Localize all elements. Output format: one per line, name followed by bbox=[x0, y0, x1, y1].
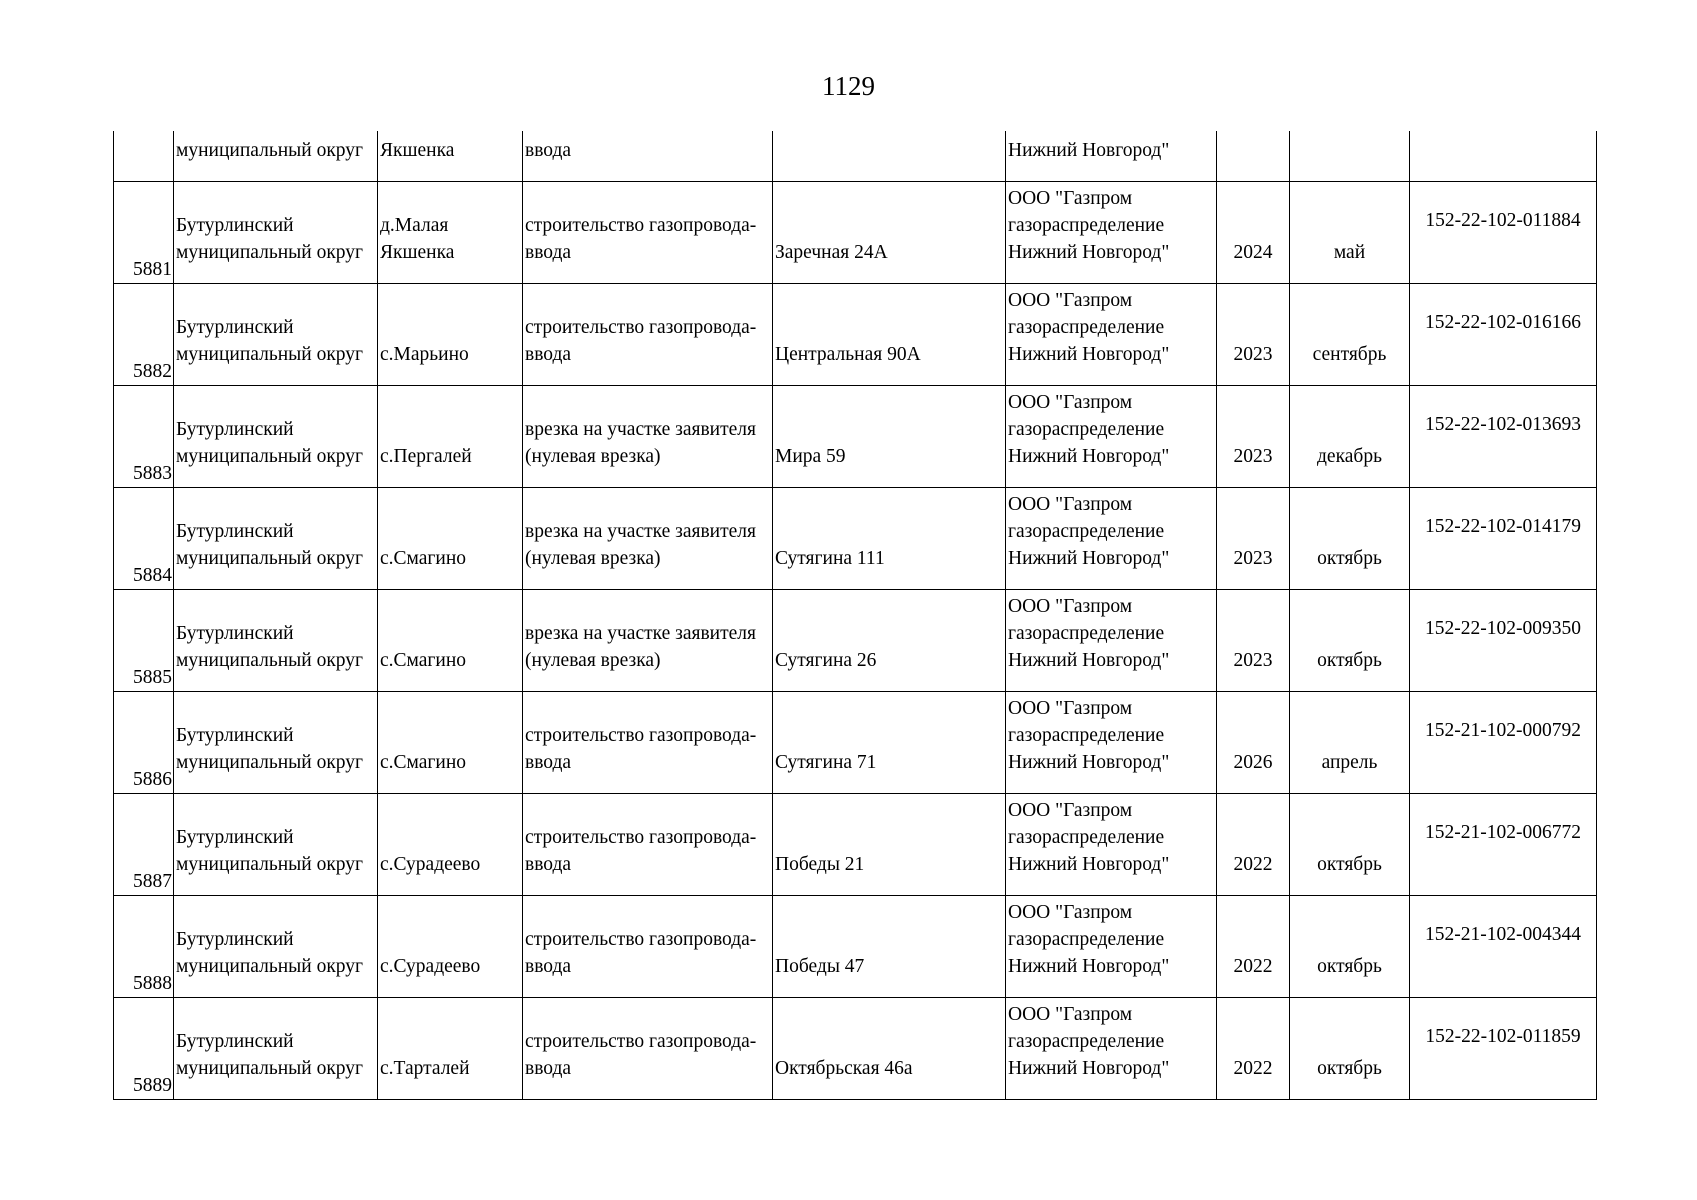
year-text: 2022 bbox=[1233, 1057, 1273, 1079]
contractor-line: Нижний Новгород" bbox=[1008, 955, 1170, 977]
address-text: Центральная 90А bbox=[775, 343, 921, 365]
gasification-table bbox=[113, 131, 1597, 1100]
contractor-line: ООО "Газпром bbox=[1008, 391, 1133, 413]
work-line: строительство газопровода- bbox=[525, 1030, 757, 1052]
cell-settlement bbox=[378, 895, 523, 997]
cell-settlement bbox=[378, 181, 523, 283]
settlement-line bbox=[380, 620, 522, 647]
cell-district: муниципальный округ bbox=[174, 131, 378, 181]
contractor-line: газораспределение bbox=[1008, 1030, 1165, 1052]
contractor-line: газораспределение bbox=[1008, 316, 1165, 338]
contractor-line: ООО "Газпром bbox=[1008, 901, 1133, 923]
contractor-line: Нижний Новгород" bbox=[1008, 1057, 1170, 1079]
cell-contractor bbox=[1006, 895, 1217, 997]
contractor-line: Нижний Новгород" bbox=[1008, 853, 1170, 875]
work-line: строительство газопровода- bbox=[525, 928, 757, 950]
cell-code bbox=[1410, 691, 1597, 793]
code-text: 152-21-102-006772 bbox=[1425, 821, 1581, 843]
cell-address bbox=[773, 997, 1006, 1099]
cell-number bbox=[114, 997, 174, 1099]
cell-settlement bbox=[378, 793, 523, 895]
address-text: Победы 21 bbox=[775, 853, 865, 875]
cell-year bbox=[1217, 691, 1290, 793]
district-line: Бутурлинский bbox=[176, 826, 294, 848]
cell-month bbox=[1290, 181, 1410, 283]
district-line: Бутурлинский bbox=[176, 316, 294, 338]
cell-district bbox=[174, 283, 378, 385]
code-text: 152-21-102-000792 bbox=[1425, 719, 1581, 741]
num-text: 5881 bbox=[133, 258, 172, 280]
cell-work-type: ввода bbox=[523, 131, 773, 181]
cell-code bbox=[1410, 385, 1597, 487]
settlement-line: с.Тарталей bbox=[380, 1057, 470, 1079]
work-line: ввода bbox=[525, 955, 572, 977]
cell-month bbox=[1290, 131, 1410, 181]
contractor-line: газораспределение bbox=[1008, 928, 1165, 950]
contractor-line: ООО "Газпром bbox=[1008, 595, 1133, 617]
cell-number bbox=[114, 793, 174, 895]
work-line: ввода bbox=[525, 1057, 572, 1079]
table-row bbox=[114, 589, 1597, 691]
cell-address bbox=[773, 589, 1006, 691]
contractor-line: Нижний Новгород" bbox=[1008, 751, 1170, 773]
cell-year bbox=[1217, 487, 1290, 589]
cell-number bbox=[114, 589, 174, 691]
cell-year bbox=[1217, 895, 1290, 997]
work-line: строительство газопровода- bbox=[525, 724, 757, 746]
work-line: ввода bbox=[525, 343, 572, 365]
work-line: ввода bbox=[525, 241, 572, 263]
cell-district bbox=[174, 487, 378, 589]
contractor-line: газораспределение bbox=[1008, 418, 1165, 440]
cell-work-type bbox=[523, 895, 773, 997]
address-text: Сутягина 26 bbox=[775, 649, 877, 671]
address-text: Октябрьская 46а bbox=[775, 1057, 913, 1079]
num-text: 5888 bbox=[133, 972, 172, 994]
district-line: муниципальный округ bbox=[176, 955, 364, 977]
settlement-line: с.Сурадеево bbox=[380, 955, 481, 977]
address-text: Сутягина 111 bbox=[775, 547, 885, 569]
cell-work-type bbox=[523, 385, 773, 487]
table-row bbox=[114, 487, 1597, 589]
cell-address bbox=[773, 131, 1006, 181]
month-text: октябрь bbox=[1317, 853, 1382, 875]
month-text: май bbox=[1333, 241, 1366, 263]
month-text: апрель bbox=[1321, 751, 1378, 773]
cell-address bbox=[773, 895, 1006, 997]
contractor-line: газораспределение bbox=[1008, 214, 1165, 236]
cell-number bbox=[114, 181, 174, 283]
num-text: 5887 bbox=[133, 870, 172, 892]
work-line: строительство газопровода- bbox=[525, 826, 757, 848]
code-text: 152-21-102-004344 bbox=[1425, 923, 1581, 945]
cell-address bbox=[773, 385, 1006, 487]
settlement-line: д.Малая bbox=[380, 214, 449, 236]
district-line: муниципальный округ bbox=[176, 343, 364, 365]
district-line: Бутурлинский bbox=[176, 418, 294, 440]
cell-work-type bbox=[523, 487, 773, 589]
month-text: декабрь bbox=[1317, 445, 1382, 467]
settlement-line: с.Сурадеево bbox=[380, 853, 481, 875]
address-text: Сутягина 71 bbox=[775, 751, 877, 773]
cell-settlement bbox=[378, 487, 523, 589]
cell-year bbox=[1217, 181, 1290, 283]
cell-code bbox=[1410, 793, 1597, 895]
settlement-line: с.Смагино bbox=[380, 547, 467, 569]
settlement-line: с.Пергалей bbox=[380, 445, 472, 467]
num-text: 5883 bbox=[133, 462, 172, 484]
district-line: Бутурлинский bbox=[176, 520, 294, 542]
cell-month bbox=[1290, 385, 1410, 487]
cell-year bbox=[1217, 385, 1290, 487]
cell-settlement bbox=[378, 691, 523, 793]
settlement-line bbox=[380, 518, 522, 545]
cell-district bbox=[174, 997, 378, 1099]
settlement-line bbox=[380, 416, 522, 443]
contractor-line: Нижний Новгород" bbox=[1008, 343, 1170, 365]
cell-address bbox=[773, 793, 1006, 895]
month-text: октябрь bbox=[1317, 547, 1382, 569]
cell-code bbox=[1410, 181, 1597, 283]
table-row bbox=[114, 895, 1597, 997]
cell-code bbox=[1410, 997, 1597, 1099]
table-row bbox=[114, 181, 1597, 283]
contractor-line: газораспределение bbox=[1008, 826, 1165, 848]
cell-code bbox=[1410, 283, 1597, 385]
year-text: 2023 bbox=[1233, 343, 1273, 365]
contractor-line: ООО "Газпром bbox=[1008, 799, 1133, 821]
cell-contractor bbox=[1006, 487, 1217, 589]
cell-number bbox=[114, 691, 174, 793]
cell-number bbox=[114, 487, 174, 589]
cell-settlement bbox=[378, 589, 523, 691]
contractor-line: газораспределение bbox=[1008, 724, 1165, 746]
month-text: сентябрь bbox=[1312, 343, 1387, 365]
month-text: октябрь bbox=[1317, 1057, 1382, 1079]
table-row bbox=[114, 385, 1597, 487]
cell-year bbox=[1217, 131, 1290, 181]
cell-settlement bbox=[378, 997, 523, 1099]
work-line: (нулевая врезка) bbox=[525, 445, 661, 467]
cell-district bbox=[174, 895, 378, 997]
cell-address bbox=[773, 283, 1006, 385]
cell-year bbox=[1217, 283, 1290, 385]
cell-contractor bbox=[1006, 385, 1217, 487]
contractor-line: ООО "Газпром bbox=[1008, 493, 1133, 515]
work-line: (нулевая врезка) bbox=[525, 547, 661, 569]
district-line: Бутурлинский bbox=[176, 1030, 294, 1052]
cell-work-type bbox=[523, 181, 773, 283]
num-text: 5886 bbox=[133, 768, 172, 790]
district-line: муниципальный округ bbox=[176, 445, 364, 467]
cell-district bbox=[174, 589, 378, 691]
cell-number bbox=[114, 283, 174, 385]
cell-year bbox=[1217, 997, 1290, 1099]
work-line: врезка на участке заявителя bbox=[525, 520, 756, 542]
cell-year bbox=[1217, 793, 1290, 895]
district-line: Бутурлинский bbox=[176, 724, 294, 746]
num-text: 5884 bbox=[133, 564, 172, 586]
cell-month bbox=[1290, 691, 1410, 793]
district-line: муниципальный округ bbox=[176, 853, 364, 875]
cell-address bbox=[773, 181, 1006, 283]
cell-contractor: Нижний Новгород" bbox=[1006, 131, 1217, 181]
contractor-line: ООО "Газпром bbox=[1008, 187, 1133, 209]
address-text: Победы 47 bbox=[775, 955, 865, 977]
contractor-line: Нижний Новгород" bbox=[1008, 547, 1170, 569]
cell-month bbox=[1290, 895, 1410, 997]
district-line: муниципальный округ bbox=[176, 547, 364, 569]
cell-district bbox=[174, 691, 378, 793]
cell-contractor bbox=[1006, 589, 1217, 691]
cell-work-type bbox=[523, 793, 773, 895]
cell-contractor bbox=[1006, 997, 1217, 1099]
code-text: 152-22-102-014179 bbox=[1425, 515, 1581, 537]
year-text: 2022 bbox=[1233, 853, 1273, 875]
contractor-line: ООО "Газпром bbox=[1008, 1003, 1133, 1025]
cell-contractor bbox=[1006, 793, 1217, 895]
work-line: ввода bbox=[525, 853, 572, 875]
settlement-line: с.Смагино bbox=[380, 751, 467, 773]
year-text: 2023 bbox=[1233, 445, 1273, 467]
cell-number bbox=[114, 895, 174, 997]
num-text: 5882 bbox=[133, 360, 172, 382]
contractor-line: Нижний Новгород" bbox=[1008, 445, 1170, 467]
code-text: 152-22-102-016166 bbox=[1425, 311, 1581, 333]
cell-code bbox=[1410, 895, 1597, 997]
cell-address bbox=[773, 487, 1006, 589]
cell-month bbox=[1290, 283, 1410, 385]
work-line: строительство газопровода- bbox=[525, 316, 757, 338]
contractor-line: Нижний Новгород" bbox=[1008, 241, 1170, 263]
settlement-line bbox=[380, 1028, 522, 1055]
cell-month bbox=[1290, 997, 1410, 1099]
cell-month bbox=[1290, 487, 1410, 589]
code-text: 152-22-102-009350 bbox=[1425, 617, 1581, 639]
work-line: строительство газопровода- bbox=[525, 214, 757, 236]
page-number: 1129 bbox=[822, 71, 875, 101]
work-line: ввода bbox=[525, 751, 572, 773]
cell-work-type bbox=[523, 997, 773, 1099]
cell-month bbox=[1290, 589, 1410, 691]
num-text: 5885 bbox=[133, 666, 172, 688]
cell-settlement bbox=[378, 283, 523, 385]
year-text: 2026 bbox=[1233, 751, 1273, 773]
cell-number bbox=[114, 385, 174, 487]
district-line: Бутурлинский bbox=[176, 622, 294, 644]
cell-contractor bbox=[1006, 181, 1217, 283]
num-text: 5889 bbox=[133, 1074, 172, 1096]
settlement-line: с.Марьино bbox=[380, 343, 469, 365]
cell-code bbox=[1410, 487, 1597, 589]
cell-work-type bbox=[523, 691, 773, 793]
cell-district bbox=[174, 385, 378, 487]
month-text: октябрь bbox=[1317, 955, 1382, 977]
district-line: муниципальный округ bbox=[176, 1057, 364, 1079]
code-text: 152-22-102-011884 bbox=[1425, 209, 1581, 231]
district-line: муниципальный округ bbox=[176, 241, 364, 263]
cell-district bbox=[174, 181, 378, 283]
table-row bbox=[114, 691, 1597, 793]
work-line: врезка на участке заявителя bbox=[525, 622, 756, 644]
address-text: Мира 59 bbox=[775, 445, 846, 467]
cell-code bbox=[1410, 589, 1597, 691]
year-text: 2024 bbox=[1233, 241, 1273, 263]
contractor-line: Нижний Новгород" bbox=[1008, 649, 1170, 671]
district-line: муниципальный округ bbox=[176, 649, 364, 671]
cell-address bbox=[773, 691, 1006, 793]
settlement-line bbox=[380, 722, 522, 749]
settlement-line: Якшенка bbox=[380, 241, 455, 263]
work-line: (нулевая врезка) bbox=[525, 649, 661, 671]
settlement-line bbox=[380, 824, 522, 851]
cell-contractor bbox=[1006, 691, 1217, 793]
code-text: 152-22-102-011859 bbox=[1425, 1025, 1581, 1047]
cell-settlement: Якшенка bbox=[378, 131, 523, 181]
contractor-line: газораспределение bbox=[1008, 520, 1165, 542]
work-line: врезка на участке заявителя bbox=[525, 418, 756, 440]
settlement-line: с.Смагино bbox=[380, 649, 467, 671]
cell-settlement bbox=[378, 385, 523, 487]
code-text: 152-22-102-013693 bbox=[1425, 413, 1581, 435]
table-row bbox=[114, 793, 1597, 895]
cell-work-type bbox=[523, 283, 773, 385]
year-text: 2023 bbox=[1233, 649, 1273, 671]
contractor-line: ООО "Газпром bbox=[1008, 289, 1133, 311]
cell-work-type bbox=[523, 589, 773, 691]
table-row bbox=[114, 283, 1597, 385]
settlement-line bbox=[380, 314, 522, 341]
district-line: Бутурлинский bbox=[176, 214, 294, 236]
cell-code bbox=[1410, 131, 1597, 181]
year-text: 2023 bbox=[1233, 547, 1273, 569]
address-text: Заречная 24А bbox=[775, 241, 888, 263]
table-row-continued bbox=[114, 131, 1597, 181]
settlement-line bbox=[380, 926, 522, 953]
table-row bbox=[114, 997, 1597, 1099]
cell-district bbox=[174, 793, 378, 895]
month-text: октябрь bbox=[1317, 649, 1382, 671]
year-text: 2022 bbox=[1233, 955, 1273, 977]
district-line: муниципальный округ bbox=[176, 751, 364, 773]
cell-number bbox=[114, 131, 174, 181]
cell-contractor bbox=[1006, 283, 1217, 385]
cell-month bbox=[1290, 793, 1410, 895]
contractor-line: ООО "Газпром bbox=[1008, 697, 1133, 719]
cell-year bbox=[1217, 589, 1290, 691]
district-line: Бутурлинский bbox=[176, 928, 294, 950]
contractor-line: газораспределение bbox=[1008, 622, 1165, 644]
